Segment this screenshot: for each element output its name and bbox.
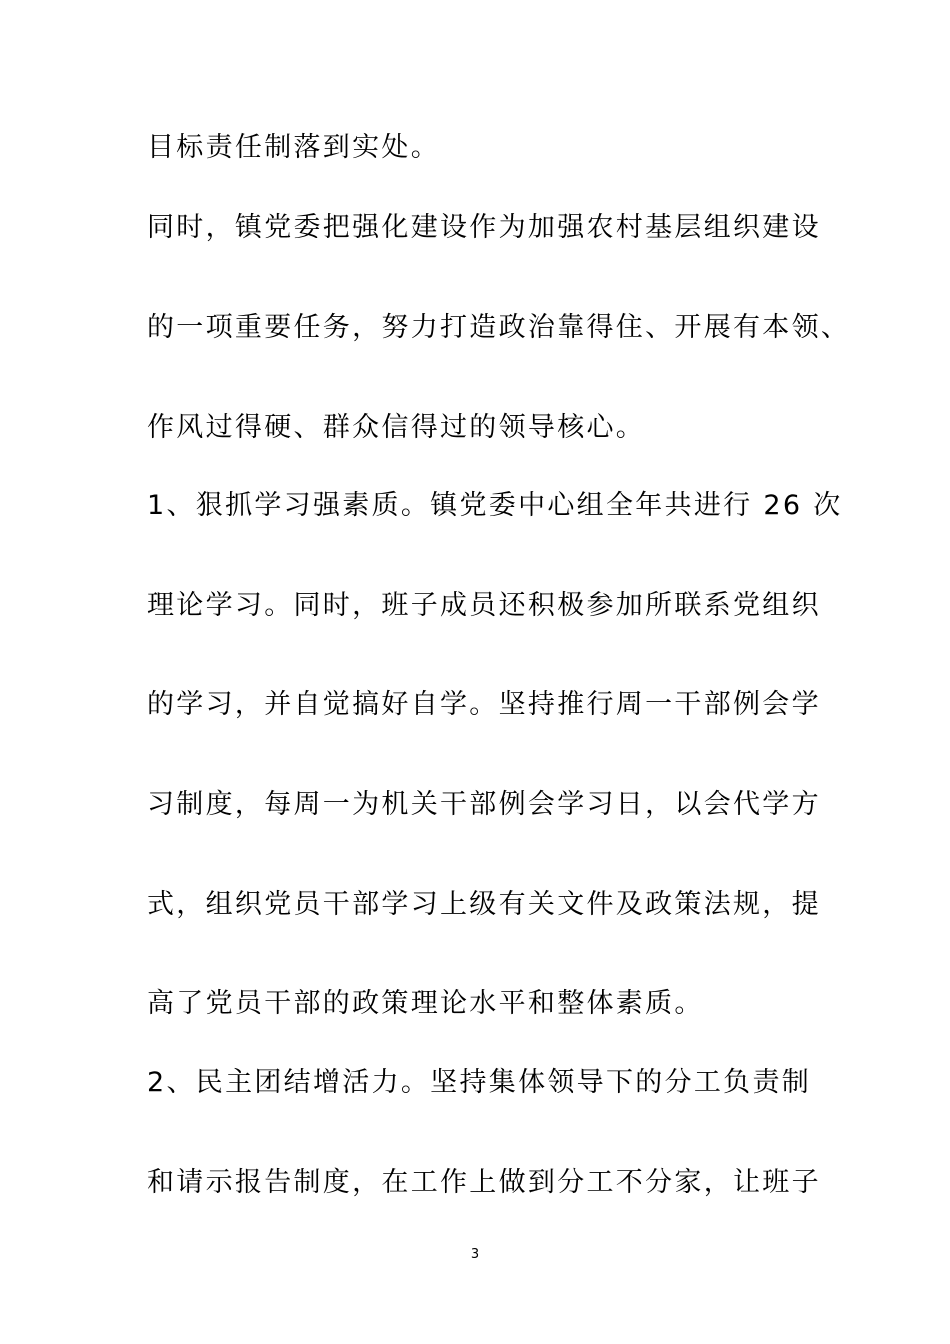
text-line: 习制度，每周一为机关干部例会学习日，以会代学方 [147,789,821,820]
text-line: 理论学习。同时，班子成员还积极参加所联系党组织 [147,590,821,621]
text-line: 2、民主团结增活力。坚持集体领导下的分工负责制 [147,1067,812,1098]
text-line: 高了党员干部的政策理论水平和整体素质。 [147,988,704,1019]
text-line: 的一项重要任务，努力打造政治靠得住、开展有本领、 [147,312,851,343]
page-number: 3 [470,1247,480,1262]
text-line: 式，组织党员干部学习上级有关文件及政策法规，提 [147,889,821,920]
text-line: 目标责任制落到实处。 [147,132,440,163]
text-line: 的学习，并自觉搞好自学。坚持推行周一干部例会学 [147,689,821,720]
text-line: 和请示报告制度，在工作上做到分工不分家，让班子 [147,1167,821,1198]
text-line: 1、狠抓学习强素质。镇党委中心组全年共进行 26 次 [147,490,843,521]
text-line: 作风过得硬、群众信得过的领导核心。 [147,412,646,443]
text-line: 同时，镇党委把强化建设作为加强农村基层组织建设 [147,212,821,243]
